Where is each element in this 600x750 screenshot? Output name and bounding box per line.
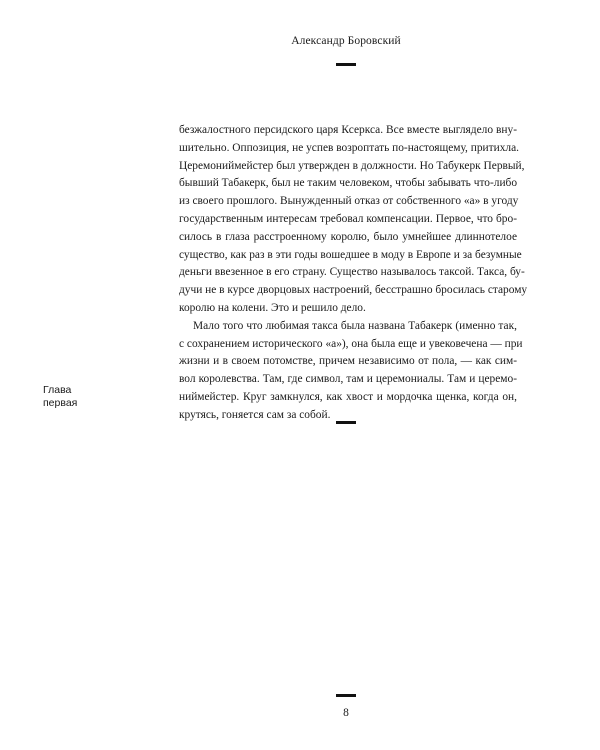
chapter-label-line2: первая — [43, 397, 78, 409]
text-line: жизни и в своем потомстве, причем независимо от пола, — как сим- — [179, 355, 517, 368]
text-line: королю на колени. Это и решило дело. — [179, 301, 366, 314]
text-line: крутясь, гоняется сам за собой. — [179, 408, 331, 421]
text-line: Мало того что любимая такса была названа Табакерк (именно так, — [193, 319, 517, 332]
text-line: дучи не в курсе дворцовых настроений, бесстрашно бросилась старому — [179, 284, 528, 297]
ornament-dash-section — [336, 421, 356, 424]
text-line: с сохранением исторического «а»), она была еще и увековечена — при — [179, 337, 523, 350]
text-line: шительно. Оппозиция, не успев возроптать по-настоящему, притихла. — [179, 141, 519, 154]
page-number: 8 — [343, 707, 349, 719]
text-line: государственным интересам требовал компенсации. Первое, что бро- — [179, 212, 517, 225]
running-head: Александр Боровский — [291, 35, 401, 47]
text-line: силось в глаза расстроенному королю, было умнейшее длиннотелое — [179, 230, 517, 243]
text-line: существо, как раз в эти годы вошедшее в моду в Европе и за безумные — [179, 248, 522, 261]
text-line: из своего прошлого. Вынужденный отказ от собственного «а» в угоду — [179, 195, 519, 208]
ornament-dash-top — [336, 63, 356, 66]
text-line: безжалостного персидского царя Ксеркса. Все вместе выглядело вну- — [179, 124, 517, 136]
paragraph-1 — [179, 122, 528, 318]
paragraph-2 — [179, 318, 523, 425]
text-line: вол королевства. Там, где символ, там и церемониалы. Там и церемо- — [179, 373, 517, 386]
chapter-label-line1: Глава — [43, 384, 72, 396]
body-text — [179, 122, 528, 425]
text-line: деньги ввезенное в его страну. Существо называлось таксой. Такса, бу- — [179, 266, 525, 279]
text-line: ниймейстер. Круг замкнулся, как хвост и мордочка щенка, когда он, — [179, 390, 517, 403]
text-line: бывший Табакерк, был не таким человеком, чтобы забывать что-либо — [179, 177, 518, 190]
chapter-label — [43, 384, 77, 410]
ornament-dash-folio — [336, 694, 356, 697]
text-line: Церемониймейстер был утвержден в должности. Но Табукерк Первый, — [179, 159, 525, 172]
